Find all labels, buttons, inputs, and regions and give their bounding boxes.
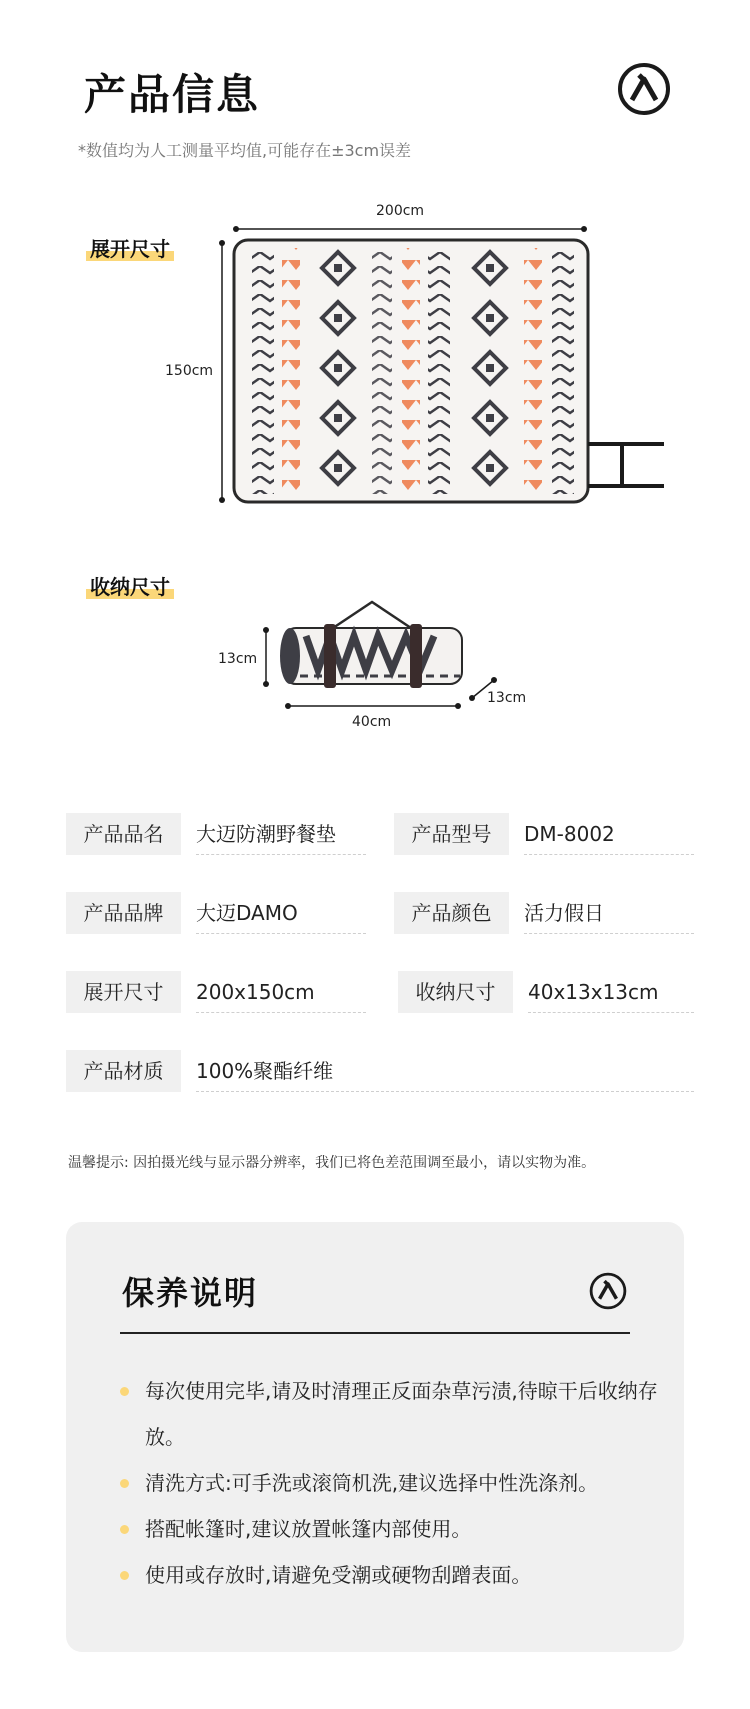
- care-item: 清洗方式:可手洗或滚筒机洗,建议选择中性洗涤剂。: [120, 1460, 660, 1506]
- spec-row: [398, 971, 694, 1013]
- folded-height-label: 13cm: [218, 651, 258, 667]
- spec-value: 大迈防潮野餐垫: [196, 813, 366, 855]
- folded-depth-label: 13cm: [487, 690, 527, 706]
- folded-label: 收纳尺寸: [90, 571, 170, 600]
- spec-row: [66, 1050, 694, 1092]
- spec-value: DM-8002: [524, 813, 694, 855]
- care-item: 搭配帐篷时,建议放置帐篷内部使用。: [120, 1506, 660, 1552]
- spec-row: [66, 971, 366, 1013]
- spec-value: 活力假日: [524, 892, 694, 934]
- care-list: [120, 1368, 660, 1598]
- brand-logo-icon: [589, 1272, 627, 1310]
- care-item: 每次使用完毕,请及时清理正反面杂草污渍,待晾干后收纳存放。: [120, 1368, 660, 1460]
- care-panel: [66, 1222, 684, 1652]
- spec-key: 展开尺寸: [66, 971, 181, 1013]
- care-item: 使用或存放时,请避免受潮或硬物刮蹭表面。: [120, 1552, 660, 1598]
- spec-value: 200x150cm: [196, 971, 366, 1013]
- care-divider: [120, 1332, 630, 1334]
- folded-length-label: 40cm: [352, 714, 392, 730]
- spec-value: 大迈DAMO: [196, 892, 366, 934]
- spec-key: 产品材质: [66, 1050, 181, 1092]
- spec-row: [66, 892, 366, 934]
- spec-key: 收纳尺寸: [398, 971, 513, 1013]
- unfolded-label: 展开尺寸: [90, 233, 170, 262]
- page-title: 产品信息: [84, 70, 261, 119]
- spec-row: [66, 813, 366, 855]
- rolled-mat-illustration: [0, 590, 750, 730]
- spec-value: 100%聚酯纤维: [196, 1050, 694, 1092]
- measurement-note: *数值均为人工测量平均值,可能存在±3cm误差: [78, 141, 412, 160]
- spec-key: 产品品名: [66, 813, 181, 855]
- color-tip: 温馨提示: 因拍摄光线与显示器分辨率，我们已将色差范围调至最小，请以实物为准。: [68, 1155, 596, 1171]
- care-title: 保养说明: [122, 1274, 259, 1312]
- spec-value: 40x13x13cm: [528, 971, 694, 1013]
- spec-row: [394, 892, 694, 934]
- unfolded-height-label: 150cm: [165, 363, 214, 379]
- spec-row: [394, 813, 694, 855]
- spec-key: 产品型号: [394, 813, 509, 855]
- spec-key: 产品颜色: [394, 892, 509, 934]
- spec-key: 产品品牌: [66, 892, 181, 934]
- unfolded-width-label: 200cm: [376, 203, 425, 219]
